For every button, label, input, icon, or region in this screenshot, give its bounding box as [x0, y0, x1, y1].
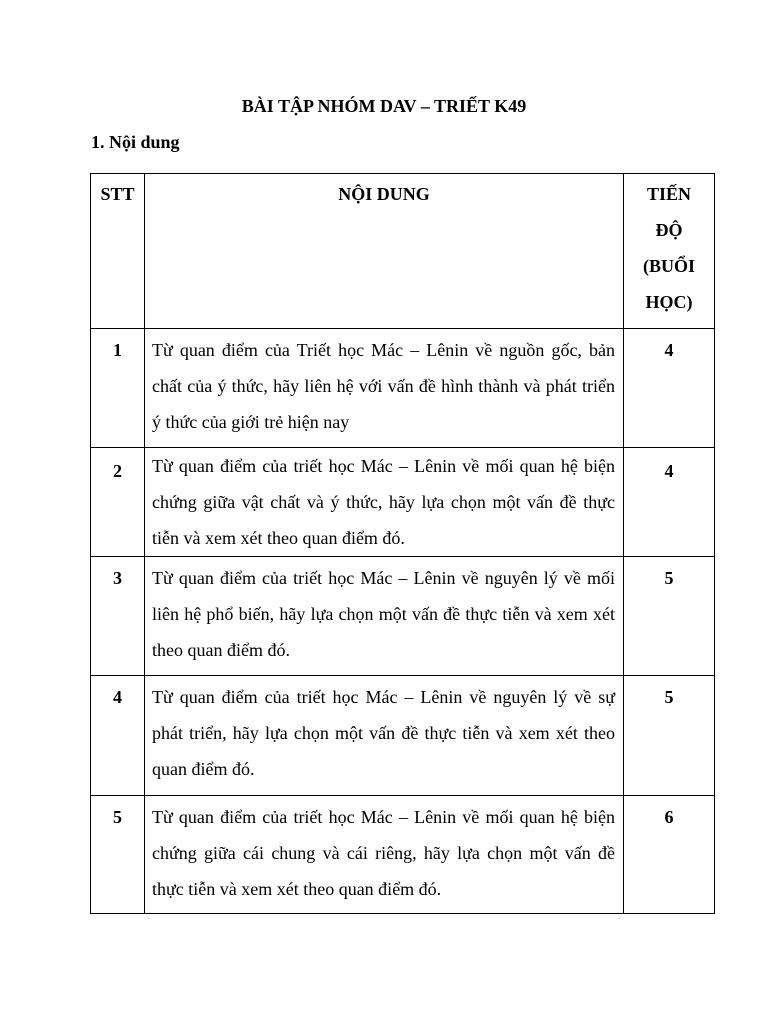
header-progress-line: TIẾN: [646, 184, 691, 204]
row-content: Từ quan điểm của Triết học Mác – Lênin về nguồn gốc, bản chất của ý thức, hãy liên hệ với vấn đề hình thành và phát triển ý thức của giới trẻ hiện nay: [145, 329, 624, 448]
row-number: 2: [91, 448, 145, 557]
row-progress: 6: [624, 796, 715, 914]
table-row: [91, 676, 715, 796]
document-title: BÀI TẬP NHÓM DAV – TRIẾT K49: [241, 96, 527, 116]
header-content: NỘI DUNG: [145, 174, 624, 329]
section-heading: 1. Nội dung: [91, 132, 180, 152]
row-progress: 5: [624, 557, 715, 676]
row-content: Từ quan điểm của triết học Mác – Lênin về nguyên lý về sự phát triển, hãy lựa chọn một vấn đề thực tiễn và xem xét theo quan điểm đó.: [145, 676, 624, 796]
header-progress-line: (BUỔI: [642, 256, 695, 276]
table-row: [91, 329, 715, 448]
row-number: 3: [91, 557, 145, 676]
header-progress: [624, 174, 715, 329]
header-progress-line: HỌC): [645, 292, 693, 312]
table-row: [91, 557, 715, 676]
assignment-table: [90, 173, 715, 914]
table-row: [91, 448, 715, 557]
row-content: Từ quan điểm của triết học Mác – Lênin về mối quan hệ biện chứng giữa cái chung và cái riêng, hãy lựa chọn một vấn đề thực tiễn và xem xét theo quan điểm đó.: [145, 796, 624, 914]
header-progress-line: ĐỘ: [655, 220, 683, 240]
row-number: 5: [91, 796, 145, 914]
row-number: 4: [91, 676, 145, 796]
table-header-row: [91, 174, 715, 329]
table-row: [91, 796, 715, 914]
header-stt: STT: [91, 174, 145, 329]
row-content: Từ quan điểm của triết học Mác – Lênin về nguyên lý về mối liên hệ phổ biến, hãy lựa chọn một vấn đề thực tiễn và xem xét theo quan điểm đó.: [145, 557, 624, 676]
row-number: 1: [91, 329, 145, 448]
row-progress: 4: [624, 329, 715, 448]
row-progress: 4: [624, 448, 715, 557]
row-progress: 5: [624, 676, 715, 796]
row-content: Từ quan điểm của triết học Mác – Lênin về mối quan hệ biện chứng giữa vật chất và ý thức, hãy lựa chọn một vấn đề thực tiễn và xem xét theo quan điểm đó.: [145, 448, 624, 557]
